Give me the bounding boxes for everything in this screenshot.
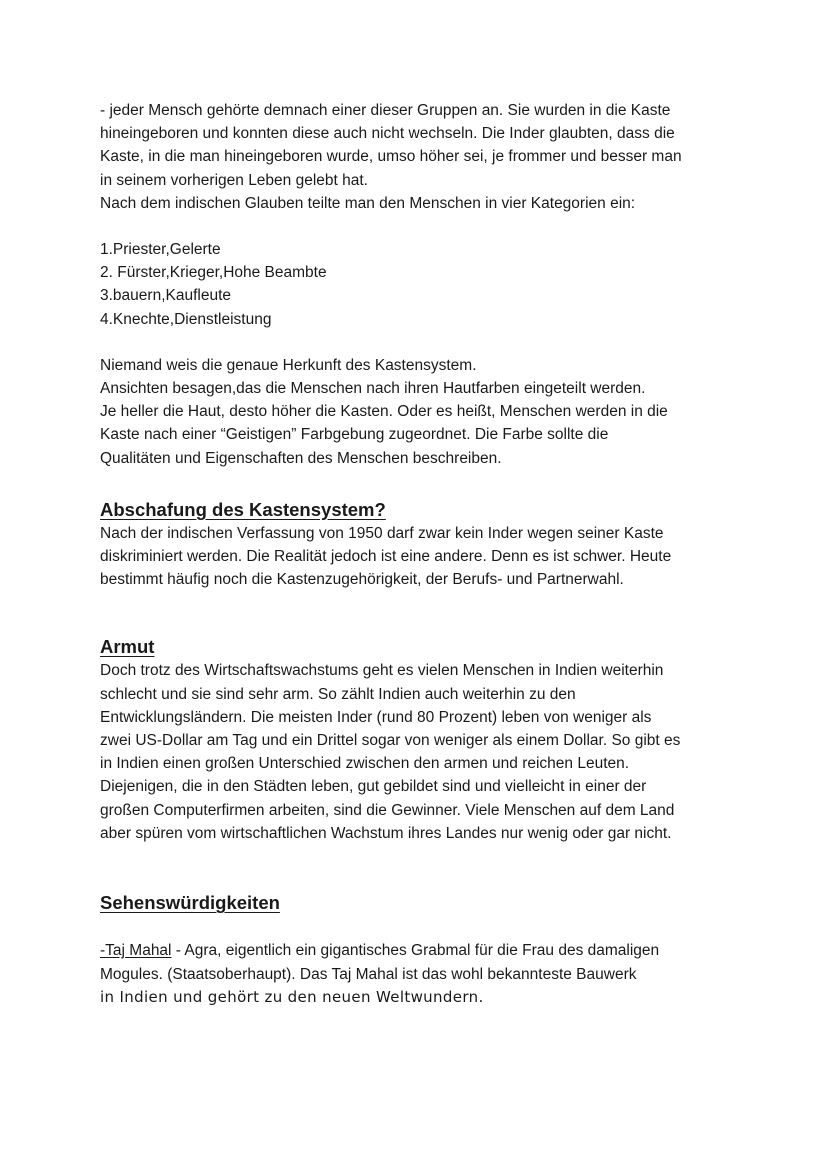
- spacer: [100, 915, 760, 939]
- origin-line: Niemand weis die genaue Herkunft des Kastensystem.: [100, 356, 477, 374]
- sights-heading: Sehenswürdigkeiten: [100, 892, 280, 914]
- intro-line: in seinem vorherigen Leben gelebt hat.: [100, 171, 368, 189]
- origin-line: Kaste nach einer “Geistigen” Farbgebung zugeordnet. Die Farbe sollte die: [100, 426, 609, 444]
- poverty-line: Doch trotz des Wirtschaftswachstums geht es vielen Menschen in Indien weiterhin: [100, 662, 664, 680]
- origin-line: Qualitäten und Eigenschaften des Menschen beschreiben.: [100, 449, 502, 467]
- abolition-heading: Abschafung des Kastensystem?: [100, 498, 386, 520]
- taj-mahal-line: in Indien und gehört zu den neuen Weltwundern.: [100, 988, 484, 1007]
- taj-mahal-line-rest: - Agra, eigentlich ein gigantisches Grabmal für die Frau des damaligen: [171, 942, 660, 960]
- intro-paragraph: [100, 99, 760, 215]
- origin-line: Ansichten besagen,das die Menschen nach ihren Hautfarben eingeteilt werden.: [100, 380, 646, 398]
- poverty-line: Diejenigen, die in den Städten leben, gut gebildet sind und vielleicht in einer der: [100, 778, 647, 796]
- spacer: [100, 470, 760, 498]
- intro-line: hineingeboren und konnten diese auch nicht wechseln. Die Inder glaubten, dass die: [100, 125, 675, 143]
- abolition-line: diskriminiert werden. Die Realität jedoch ist eine andere. Denn es ist schwer. Heute: [100, 548, 672, 566]
- caste-category-item: 4.Knechte,Dienstleistung: [100, 310, 272, 328]
- poverty-line: in Indien einen großen Unterschied zwischen den armen und reichen Leuten.: [100, 755, 630, 773]
- taj-mahal-line: [100, 939, 760, 963]
- spacer: [100, 845, 760, 891]
- intro-line: Nach dem indischen Glauben teilte man den Menschen in vier Kategorien ein:: [100, 194, 636, 212]
- caste-category-list: [100, 238, 760, 331]
- abolition-line: bestimmt häufig noch die Kastenzugehörigkeit, der Berufs- und Partnerwahl.: [100, 571, 624, 589]
- abolition-paragraph: [100, 522, 760, 592]
- poverty-heading: Armut: [100, 636, 155, 658]
- poverty-line: zwei US-Dollar am Tag und ein Drittel sogar von weniger als einem Dollar. So gibt es: [100, 732, 681, 750]
- poverty-paragraph: [100, 659, 760, 845]
- caste-category-item: 3.bauern,Kaufleute: [100, 287, 231, 305]
- poverty-line: großen Computerfirmen arbeiten, sind die Gewinner. Viele Menschen auf dem Land: [100, 801, 675, 819]
- caste-category-item: 2. Fürster,Krieger,Hohe Beambte: [100, 264, 327, 282]
- spacer: [100, 591, 760, 635]
- abolition-line: Nach der indischen Verfassung von 1950 darf zwar kein Inder wegen seiner Kaste: [100, 524, 664, 542]
- taj-mahal-paragraph: [100, 939, 760, 1010]
- spacer: [100, 331, 760, 354]
- taj-mahal-line: Mogules. (Staatsoberhaupt). Das Taj Mahal ist das wohl bekannteste Bauwerk: [100, 965, 637, 983]
- poverty-line: aber spüren vom wirtschaftlichen Wachstum ihres Landes nur wenig oder gar nicht.: [100, 824, 672, 842]
- origin-paragraph: [100, 354, 760, 470]
- intro-line: - jeder Mensch gehörte demnach einer dieser Gruppen an. Sie wurden in die Kaste: [100, 102, 671, 119]
- caste-category-item: 1.Priester,Gelerte: [100, 241, 221, 259]
- poverty-line: Entwicklungsländern. Die meisten Inder (rund 80 Prozent) leben von weniger als: [100, 708, 652, 726]
- taj-mahal-title: -Taj Mahal: [100, 942, 172, 960]
- intro-line: Kaste, in die man hineingeboren wurde, umso höher sei, je frommer und besser man: [100, 148, 682, 166]
- origin-line: Je heller die Haut, desto höher die Kasten. Oder es heißt, Menschen werden in die: [100, 403, 668, 421]
- poverty-line: schlecht und sie sind sehr arm. So zählt Indien auch weiterhin zu den: [100, 685, 576, 703]
- document-page: [100, 99, 760, 1010]
- spacer: [100, 215, 760, 238]
